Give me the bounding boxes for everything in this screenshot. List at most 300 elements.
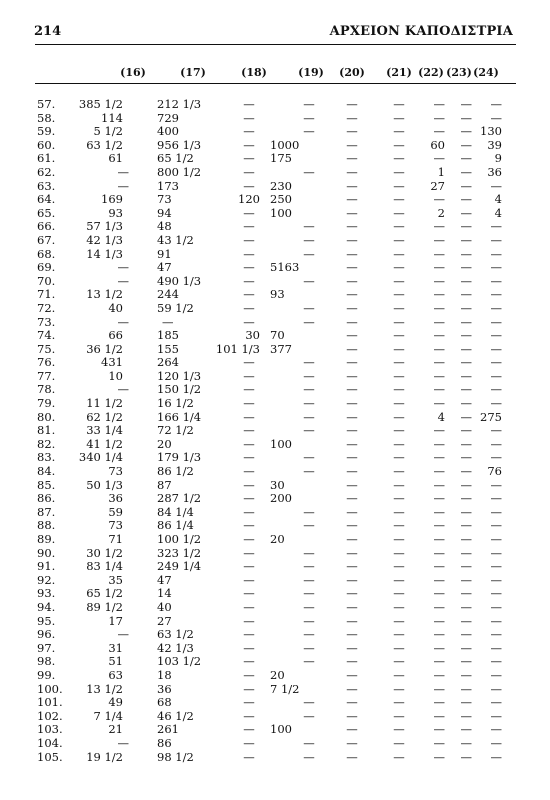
cell-col-21: —: [393, 450, 405, 465]
cell-col-18: —: [243, 273, 255, 288]
row-number: 98.: [37, 654, 56, 669]
cell-col-23: —: [460, 749, 472, 764]
cell-col-24: 76: [487, 464, 502, 479]
cell-col-16: 93: [108, 205, 123, 220]
cell-col-20: —: [346, 586, 358, 601]
cell-col-23: —: [460, 532, 472, 546]
table-row: [0, 519, 550, 533]
cell-col-19: —: [303, 749, 315, 764]
cell-col-20: —: [346, 450, 358, 465]
cell-col-19: —: [303, 654, 315, 669]
cell-col-21: —: [393, 382, 405, 397]
cell-col-24: —: [490, 735, 502, 750]
cell-col-21: —: [393, 205, 405, 220]
table-row: [0, 139, 550, 153]
cell-col-23: —: [460, 599, 472, 614]
cell-col-22: 60: [430, 137, 445, 152]
cell-col-17: 72 1/2: [157, 423, 194, 438]
cell-col-21: —: [393, 423, 405, 438]
cell-col-22: 1: [437, 164, 445, 179]
cell-col-17: 323 1/2: [157, 545, 202, 560]
cell-col-19: —: [303, 450, 315, 465]
table-row: [0, 506, 550, 520]
cell-col-17: 956 1/3: [157, 137, 202, 152]
cell-col-20: —: [346, 572, 358, 587]
table-row: [0, 343, 550, 357]
cell-col-16: 35: [108, 572, 123, 587]
cell-col-16: 10: [108, 368, 123, 383]
cell-col-20: —: [346, 708, 358, 723]
cell-col-24: —: [490, 504, 502, 519]
table-row: [0, 492, 550, 506]
cell-col-23: —: [460, 735, 472, 750]
cell-col-24: —: [490, 667, 502, 682]
cell-col-18: 120: [238, 192, 260, 207]
table-row: [0, 424, 550, 438]
cell-col-16: —: [117, 382, 129, 397]
row-number: 60.: [37, 137, 56, 152]
cell-col-23: —: [460, 110, 472, 125]
cell-col-19: —: [303, 396, 315, 411]
cell-col-23: —: [460, 722, 472, 737]
row-number: 72.: [37, 300, 56, 315]
cell-col-22: —: [433, 423, 445, 438]
cell-col-22: —: [433, 491, 445, 506]
cell-col-17: 173: [157, 178, 179, 193]
table-row: [0, 166, 550, 180]
cell-col-22: —: [433, 124, 445, 139]
cell-col-18: —: [243, 586, 255, 601]
table-row: [0, 628, 550, 642]
cell-col-17: 94: [157, 205, 172, 220]
cell-col-20: —: [346, 599, 358, 614]
col-header-20: (20): [339, 66, 365, 79]
cell-col-21: —: [393, 654, 405, 669]
row-number: 66.: [37, 219, 56, 234]
cell-col-19: —: [303, 246, 315, 261]
cell-col-19: 70: [270, 328, 285, 343]
table-row: [0, 180, 550, 194]
table-row: [0, 261, 550, 275]
cell-col-16: 51: [108, 654, 123, 669]
table-row: [0, 560, 550, 574]
cell-col-21: —: [393, 477, 405, 492]
row-number: 59.: [37, 124, 56, 139]
cell-col-20: —: [346, 314, 358, 329]
cell-col-18: —: [243, 681, 255, 696]
table-row: [0, 723, 550, 737]
cell-col-19: —: [303, 695, 315, 710]
row-number: 87.: [37, 504, 56, 519]
cell-col-22: —: [433, 110, 445, 125]
cell-col-20: —: [346, 654, 358, 669]
cell-col-18: —: [243, 205, 255, 220]
cell-col-20: —: [346, 192, 358, 207]
cell-col-16: 114: [101, 110, 123, 125]
cell-col-16: —: [117, 273, 129, 288]
cell-col-17: 150 1/2: [157, 382, 202, 397]
cell-col-22: —: [433, 464, 445, 479]
table-row: [0, 737, 550, 751]
cell-col-21: —: [393, 355, 405, 370]
cell-col-18: —: [243, 749, 255, 764]
cell-col-16: 13 1/2: [86, 287, 123, 302]
cell-col-16: 19 1/2: [86, 749, 123, 764]
cell-col-16: 17: [108, 613, 123, 628]
cell-col-19: 377: [270, 341, 292, 356]
cell-col-19: 200: [270, 491, 292, 506]
cell-col-24: —: [490, 518, 502, 533]
cell-col-20: —: [346, 368, 358, 383]
cell-col-16: 57 1/3: [86, 219, 123, 234]
cell-col-17: 120 1/3: [157, 368, 202, 383]
row-number: 86.: [37, 491, 56, 506]
cell-col-16: 61: [108, 151, 123, 166]
row-number: 82.: [37, 436, 56, 451]
cell-col-16: 89 1/2: [86, 599, 123, 614]
cell-col-17: 179 1/3: [157, 450, 202, 465]
table-row: [0, 669, 550, 683]
cell-col-21: —: [393, 464, 405, 479]
cell-col-19: —: [303, 232, 315, 247]
column-headers: [0, 66, 550, 80]
row-number: 84.: [37, 464, 56, 479]
cell-col-18: —: [243, 654, 255, 669]
row-number: 91.: [37, 559, 56, 574]
cell-col-23: —: [460, 545, 472, 560]
table-row: [0, 302, 550, 316]
table-row: [0, 696, 550, 710]
cell-col-22: —: [433, 341, 445, 356]
row-number: 79.: [37, 396, 56, 411]
cell-col-24: —: [490, 300, 502, 315]
cell-col-17: 42 1/3: [157, 640, 194, 655]
cell-col-18: —: [243, 110, 255, 125]
cell-col-24: —: [490, 436, 502, 451]
cell-col-20: —: [346, 749, 358, 764]
cell-col-21: —: [393, 409, 405, 424]
cell-col-20: —: [346, 532, 358, 546]
cell-col-24: —: [490, 382, 502, 397]
cell-col-20: —: [346, 287, 358, 302]
cell-col-21: —: [393, 613, 405, 628]
row-number: 67.: [37, 232, 56, 247]
cell-col-22: —: [433, 273, 445, 288]
cell-col-16: 169: [101, 192, 123, 207]
cell-col-23: —: [460, 613, 472, 628]
cell-col-17: 43 1/2: [157, 232, 194, 247]
data-table: [0, 98, 550, 764]
cell-col-23: —: [460, 464, 472, 479]
table-row: [0, 533, 550, 547]
cell-col-17: 68: [157, 695, 172, 710]
cell-col-19: —: [303, 708, 315, 723]
cell-col-19: —: [303, 586, 315, 601]
cell-col-18: —: [243, 232, 255, 247]
cell-col-16: —: [117, 627, 129, 642]
cell-col-18: —: [243, 97, 255, 111]
cell-col-19: —: [303, 613, 315, 628]
cell-col-19: —: [303, 110, 315, 125]
cell-col-17: 48: [157, 219, 172, 234]
cell-col-18: —: [243, 708, 255, 723]
table-row: [0, 601, 550, 615]
table-row: [0, 683, 550, 697]
cell-col-24: —: [490, 396, 502, 411]
table-row: [0, 193, 550, 207]
row-number: 83.: [37, 450, 56, 465]
cell-col-21: —: [393, 749, 405, 764]
cell-col-24: —: [490, 341, 502, 356]
cell-col-22: —: [433, 219, 445, 234]
cell-col-24: 36: [487, 164, 502, 179]
cell-col-23: —: [460, 640, 472, 655]
cell-col-16: 62 1/2: [86, 409, 123, 424]
cell-col-17: 287 1/2: [157, 491, 202, 506]
table-row: [0, 329, 550, 343]
cell-col-20: —: [346, 219, 358, 234]
cell-col-16: 42 1/3: [86, 232, 123, 247]
table-row: [0, 316, 550, 330]
cell-col-20: —: [346, 232, 358, 247]
cell-col-22: —: [433, 654, 445, 669]
cell-col-16: 21: [108, 722, 123, 737]
cell-col-23: —: [460, 695, 472, 710]
cell-col-17: 103 1/2: [157, 654, 202, 669]
cell-col-17: 264: [157, 355, 179, 370]
cell-col-17: 86 1/4: [157, 518, 194, 533]
table-row: [0, 710, 550, 724]
cell-col-22: —: [433, 314, 445, 329]
cell-col-17: 400: [157, 124, 179, 139]
cell-col-18: —: [243, 219, 255, 234]
cell-col-22: —: [433, 518, 445, 533]
cell-col-17: —: [162, 314, 174, 329]
cell-col-16: 73: [108, 464, 123, 479]
table-header-rule: [35, 83, 516, 84]
cell-col-21: —: [393, 599, 405, 614]
table-row: [0, 125, 550, 139]
cell-col-21: —: [393, 532, 405, 546]
cell-col-16: 5 1/2: [93, 124, 123, 139]
cell-col-19: —: [303, 599, 315, 614]
cell-col-20: —: [346, 559, 358, 574]
cell-col-23: —: [460, 627, 472, 642]
cell-col-22: —: [433, 627, 445, 642]
cell-col-24: —: [490, 97, 502, 111]
row-number: 97.: [37, 640, 56, 655]
cell-col-23: —: [460, 491, 472, 506]
cell-col-19: 1000: [270, 137, 300, 152]
table-row: [0, 275, 550, 289]
cell-col-20: —: [346, 681, 358, 696]
cell-col-21: —: [393, 735, 405, 750]
cell-col-18: —: [243, 355, 255, 370]
cell-col-23: —: [460, 205, 472, 220]
cell-col-22: —: [433, 368, 445, 383]
cell-col-16: 50 1/3: [86, 477, 123, 492]
cell-col-22: —: [433, 599, 445, 614]
row-number: 81.: [37, 423, 56, 438]
table-row: [0, 411, 550, 425]
cell-col-24: —: [490, 572, 502, 587]
cell-col-16: —: [117, 178, 129, 193]
table-row: [0, 438, 550, 452]
cell-col-19: —: [303, 640, 315, 655]
cell-col-20: —: [346, 260, 358, 275]
cell-col-18: —: [243, 396, 255, 411]
cell-col-24: —: [490, 640, 502, 655]
table-row: [0, 751, 550, 765]
cell-col-20: —: [346, 328, 358, 343]
cell-col-23: —: [460, 97, 472, 111]
cell-col-16: 83 1/4: [86, 559, 123, 574]
cell-col-19: —: [303, 735, 315, 750]
row-number: 90.: [37, 545, 56, 560]
cell-col-22: —: [433, 613, 445, 628]
cell-col-22: 27: [430, 178, 445, 193]
cell-col-17: 18: [157, 667, 172, 682]
cell-col-19: —: [303, 314, 315, 329]
cell-col-23: —: [460, 232, 472, 247]
cell-col-17: 73: [157, 192, 172, 207]
cell-col-21: —: [393, 627, 405, 642]
cell-col-22: —: [433, 722, 445, 737]
cell-col-24: 130: [480, 124, 502, 139]
cell-col-24: —: [490, 260, 502, 275]
cell-col-17: 261: [157, 722, 179, 737]
cell-col-20: —: [346, 545, 358, 560]
cell-col-17: 47: [157, 572, 172, 587]
cell-col-23: —: [460, 246, 472, 261]
cell-col-21: —: [393, 97, 405, 111]
col-header-17: (17): [180, 66, 206, 79]
cell-col-22: —: [433, 355, 445, 370]
cell-col-24: —: [490, 314, 502, 329]
cell-col-20: —: [346, 423, 358, 438]
cell-col-20: —: [346, 735, 358, 750]
cell-col-21: —: [393, 124, 405, 139]
cell-col-22: 2: [437, 205, 445, 220]
cell-col-24: —: [490, 477, 502, 492]
cell-col-18: —: [243, 613, 255, 628]
cell-col-20: —: [346, 518, 358, 533]
cell-col-17: 40: [157, 599, 172, 614]
cell-col-23: —: [460, 382, 472, 397]
cell-col-24: —: [490, 178, 502, 193]
cell-col-24: —: [490, 110, 502, 125]
cell-col-21: —: [393, 178, 405, 193]
cell-col-19: —: [303, 409, 315, 424]
cell-col-16: 63 1/2: [86, 137, 123, 152]
cell-col-24: —: [490, 749, 502, 764]
cell-col-19: 230: [270, 178, 292, 193]
cell-col-20: —: [346, 436, 358, 451]
cell-col-22: —: [433, 260, 445, 275]
table-row: [0, 574, 550, 588]
cell-col-17: 36: [157, 681, 172, 696]
cell-col-22: 4: [437, 409, 445, 424]
cell-col-16: 73: [108, 518, 123, 533]
cell-col-21: —: [393, 151, 405, 166]
cell-col-24: —: [490, 423, 502, 438]
cell-col-16: 431: [101, 355, 123, 370]
table-row: [0, 152, 550, 166]
cell-col-22: —: [433, 532, 445, 546]
cell-col-21: —: [393, 545, 405, 560]
cell-col-21: —: [393, 708, 405, 723]
cell-col-23: —: [460, 681, 472, 696]
cell-col-19: —: [303, 572, 315, 587]
cell-col-20: —: [346, 464, 358, 479]
row-number: 68.: [37, 246, 56, 261]
cell-col-16: 63: [108, 667, 123, 682]
cell-col-19: 100: [270, 722, 292, 737]
cell-col-24: 4: [494, 205, 502, 220]
cell-col-23: —: [460, 559, 472, 574]
cell-col-16: 13 1/2: [86, 681, 123, 696]
cell-col-20: —: [346, 613, 358, 628]
cell-col-17: 800 1/2: [157, 164, 202, 179]
row-number: 73.: [37, 314, 56, 329]
cell-col-21: —: [393, 246, 405, 261]
cell-col-23: —: [460, 355, 472, 370]
cell-col-22: —: [433, 559, 445, 574]
row-number: 80.: [37, 409, 56, 424]
cell-col-20: —: [346, 97, 358, 111]
cell-col-23: —: [460, 300, 472, 315]
cell-col-22: —: [433, 246, 445, 261]
cell-col-18: —: [243, 518, 255, 533]
cell-col-18: —: [243, 436, 255, 451]
cell-col-19: 250: [270, 192, 292, 207]
col-header-21: (21): [386, 66, 412, 79]
row-number: 104.: [37, 735, 63, 750]
table-row: [0, 615, 550, 629]
cell-col-23: —: [460, 368, 472, 383]
row-number: 57.: [37, 97, 56, 111]
cell-col-23: —: [460, 572, 472, 587]
cell-col-21: —: [393, 219, 405, 234]
table-row: [0, 383, 550, 397]
cell-col-22: —: [433, 382, 445, 397]
cell-col-20: —: [346, 491, 358, 506]
running-title: ΑΡΧΕΙΟΝ ΚΑΠΟΔΙΣΤΡΙΑ: [329, 24, 513, 39]
cell-col-16: —: [117, 260, 129, 275]
cell-col-22: —: [433, 708, 445, 723]
cell-col-21: —: [393, 504, 405, 519]
cell-col-21: —: [393, 586, 405, 601]
cell-col-17: 63 1/2: [157, 627, 194, 642]
row-number: 70.: [37, 273, 56, 288]
cell-col-18: —: [243, 300, 255, 315]
cell-col-23: —: [460, 586, 472, 601]
cell-col-24: —: [490, 532, 502, 546]
cell-col-16: 49: [108, 695, 123, 710]
cell-col-21: —: [393, 260, 405, 275]
cell-col-23: —: [460, 450, 472, 465]
cell-col-22: —: [433, 151, 445, 166]
row-number: 89.: [37, 532, 56, 546]
cell-col-20: —: [346, 640, 358, 655]
cell-col-16: 340 1/4: [78, 450, 123, 465]
cell-col-17: 84 1/4: [157, 504, 194, 519]
cell-col-23: —: [460, 409, 472, 424]
cell-col-24: 39: [487, 137, 502, 152]
cell-col-23: —: [460, 477, 472, 492]
row-number: 64.: [37, 192, 56, 207]
cell-col-18: —: [243, 545, 255, 560]
